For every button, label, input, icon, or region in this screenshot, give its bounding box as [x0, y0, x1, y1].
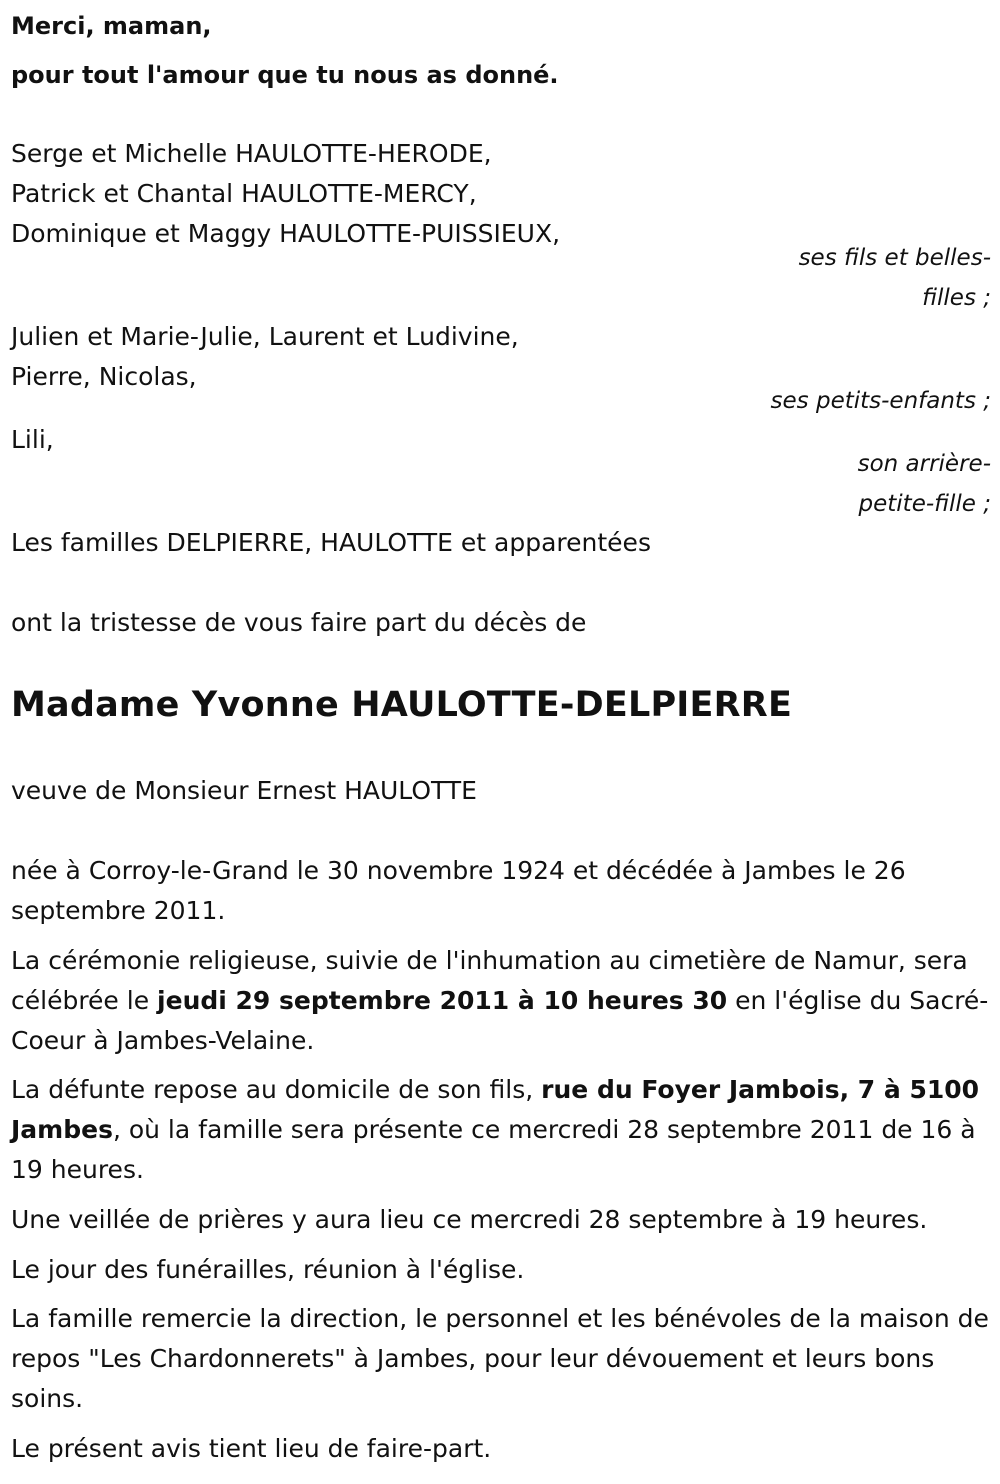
grandchild-name-1: Julien et Marie-Julie, Laurent et Ludivine,	[11, 322, 519, 351]
vigil-paragraph: Une veillée de prières y aura lieu ce mercredi 28 septembre à 19 heures.	[11, 1205, 928, 1234]
son-name-2: Patrick et Chantal HAULOTTE-MERCY,	[11, 179, 477, 208]
sons-relation-line-2: filles ;	[922, 285, 991, 311]
sons-relation-line-1: ses fils et belles-	[798, 245, 991, 271]
thanks-paragraph: La famille remercie la direction, le personnel et les bénévoles de la maison de repos "Les Chardonnerets" à Jambes, pour leur dévouement et leurs bons soins.	[11, 1304, 989, 1413]
ceremony-text-after: en l'église du Sacré-Coeur à Jambes-Velaine.	[11, 986, 989, 1055]
great-grandchild-relation-line-1: son arrière-	[857, 451, 991, 477]
heading-line-2: pour tout l'amour que tu nous as donné.	[11, 61, 559, 89]
widow-of-line: veuve de Monsieur Ernest HAULOTTE	[11, 776, 477, 805]
ceremony-date-time: jeudi 29 septembre 2011 à 10 heures 30	[157, 986, 728, 1015]
repose-address: rue du Foyer Jambois, 7 à 5100 Jambes	[11, 1075, 980, 1144]
son-name-1: Serge et Michelle HAULOTTE-HERODE,	[11, 139, 492, 168]
great-grandchild-name: Lili,	[11, 425, 54, 454]
ceremony-paragraph	[11, 941, 989, 1061]
repose-paragraph	[11, 1070, 989, 1190]
birth-death-paragraph: née à Corroy-le-Grand le 30 novembre 1924 et décédée à Jambes le 26 septembre 2011.	[11, 856, 906, 925]
families-line: Les familles DELPIERRE, HAULOTTE et apparentées	[11, 528, 651, 557]
repose-text-before: La défunte repose au domicile de son fils,	[11, 1075, 542, 1104]
ceremony-text-before: La cérémonie religieuse, suivie de l'inhumation au cimetière de Namur, sera célébrée le	[11, 946, 968, 1015]
obituary-notice	[11, 0, 991, 1484]
grandchildren-relation: ses petits-enfants ;	[770, 388, 991, 414]
notice-paragraph: Le présent avis tient lieu de faire-part.	[11, 1434, 492, 1463]
grandchild-name-2: Pierre, Nicolas,	[11, 362, 197, 391]
repose-text-after: , où la famille sera présente ce mercredi 28 septembre 2011 de 16 à 19 heures.	[11, 1115, 976, 1184]
son-name-3: Dominique et Maggy HAULOTTE-PUISSIEUX,	[11, 219, 561, 248]
heading-line-1: Merci, maman,	[11, 12, 212, 40]
funeral-day-paragraph: Le jour des funérailles, réunion à l'église.	[11, 1255, 525, 1284]
deceased-name: Madame Yvonne HAULOTTE-DELPIERRE	[11, 685, 793, 725]
announcement-line: ont la tristesse de vous faire part du décès de	[11, 608, 587, 637]
great-grandchild-relation-line-2: petite-fille ;	[858, 491, 991, 517]
